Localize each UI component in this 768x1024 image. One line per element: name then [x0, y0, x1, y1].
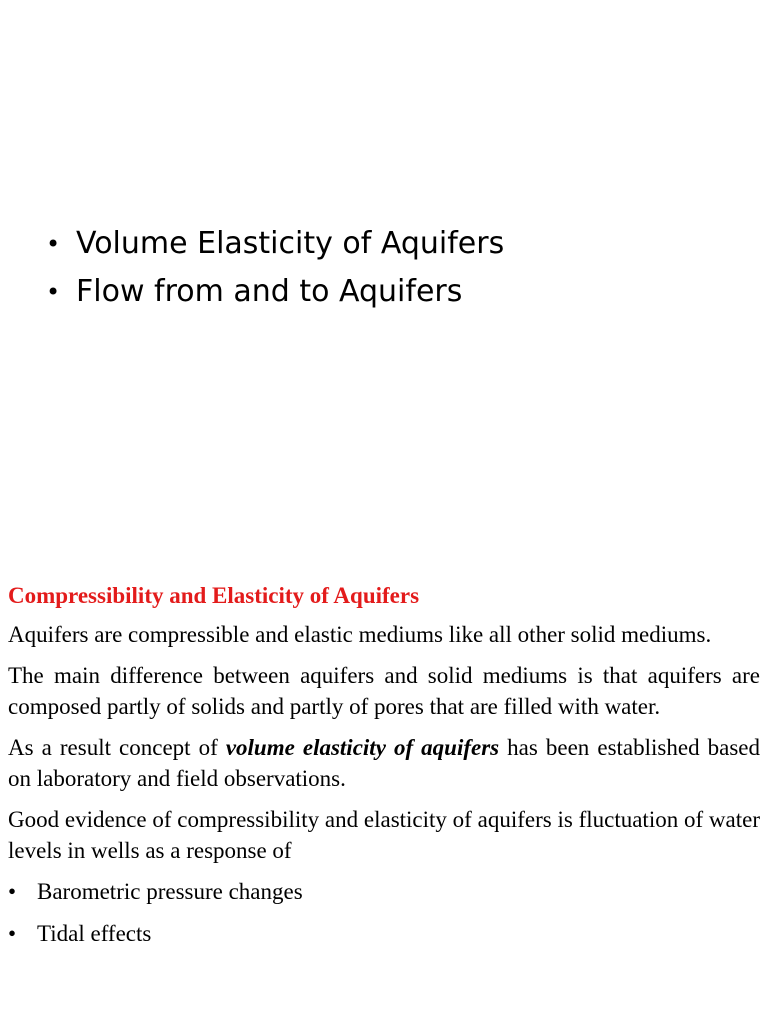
paragraph: The main difference between aquifers and solid mediums is that aquifers are composed partly of solids and partly of pores that are filled with water.: [8, 663, 760, 719]
slide-bullet-item: [46, 268, 504, 316]
paragraph-text: As a result concept of: [8, 735, 226, 760]
paragraph: Aquifers are compressible and elastic mediums like all other solid mediums.: [8, 622, 712, 647]
bullet-icon: •: [8, 879, 17, 904]
bullet-icon: •: [8, 921, 17, 946]
list-item-text: Barometric pressure changes: [37, 879, 303, 904]
bullet-icon: •: [46, 230, 61, 258]
section-heading: Compressibility and Elasticity of Aquifers: [8, 583, 420, 608]
document-section: [8, 580, 760, 960]
response-list: [8, 876, 760, 949]
bullet-icon: •: [46, 278, 61, 306]
slide-bullet-text: Volume Elasticity of Aquifers: [76, 226, 505, 261]
paragraph: [8, 732, 760, 794]
paragraph-text: has been established based on laboratory and field observations.: [8, 735, 760, 791]
emphasized-term: volume elasticity of aquifers: [225, 735, 500, 760]
list-item-text: Tidal effects: [37, 921, 152, 946]
slide-bullet-text: Flow from and to Aquifers: [76, 274, 463, 309]
slide-bullet-item: [46, 220, 504, 268]
paragraph: Good evidence of compressibility and elasticity of aquifers is fluctuation of water levels in wells as a response of: [8, 807, 760, 863]
list-item: [8, 876, 760, 907]
list-item: [8, 918, 760, 949]
slide-bullet-list: [46, 220, 504, 316]
